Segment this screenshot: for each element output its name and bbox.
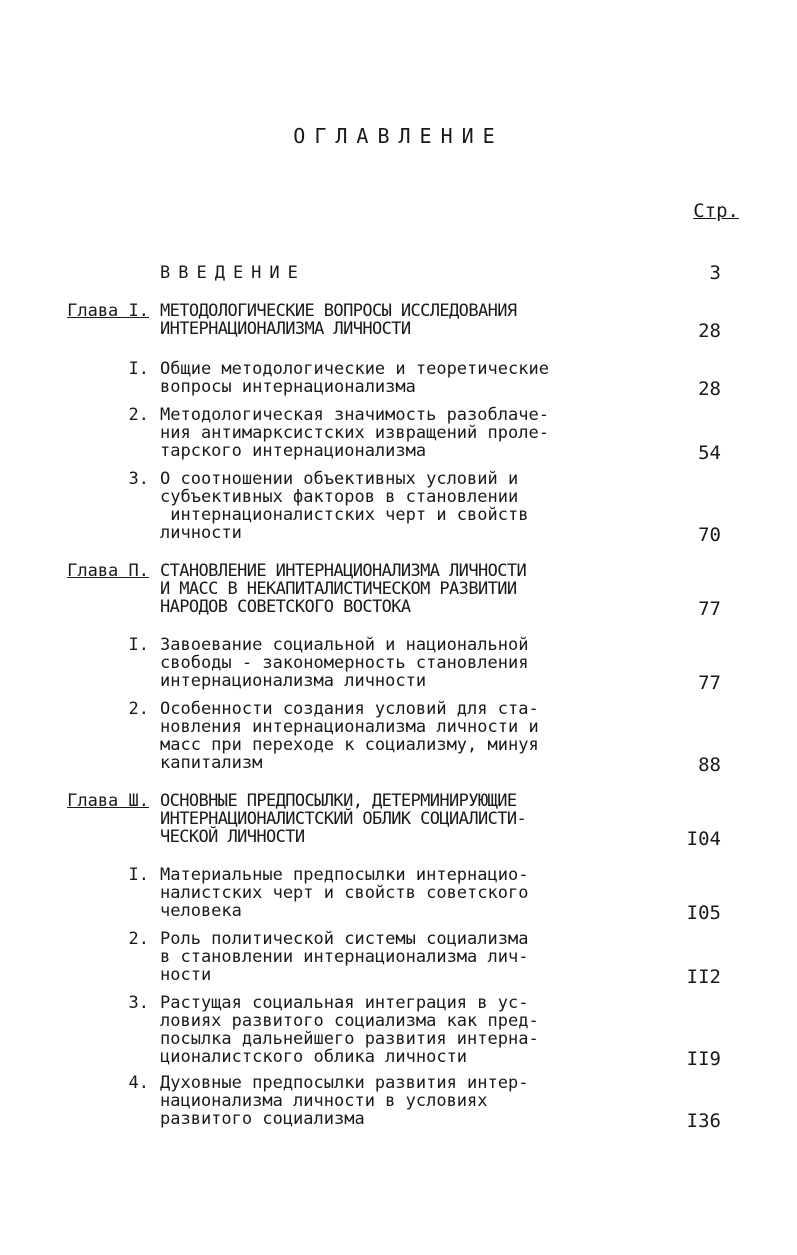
intro-title: [160, 264, 600, 282]
page-number: 77: [698, 598, 721, 620]
title-line: интернационализма личности: [160, 671, 427, 691]
title-line: СТАНОВЛЕНИЕ ИНТЕРНАЦИОНАЛИЗМА ЛИЧНОСТИ: [160, 561, 527, 581]
page-number: I36: [686, 1110, 721, 1132]
chapter-title: [160, 302, 600, 338]
page-number: 28: [698, 320, 721, 342]
section-number: 2.: [128, 699, 149, 719]
title-line: ционалистского облика личности: [160, 1047, 468, 1067]
section-number: I.: [128, 635, 149, 655]
page-number: II2: [686, 966, 721, 988]
section-number: I.: [128, 359, 149, 379]
page-number: II9: [686, 1048, 721, 1070]
title-line: ИНТЕРНАЦИОНАЛИСТСКИЙ ОБЛИК СОЦИАЛИСТИ-: [160, 809, 527, 829]
chapter-label: Глава I.: [67, 301, 149, 321]
page-number: 28: [698, 378, 721, 400]
section-title: [160, 470, 600, 542]
title-line: Духовные предпосылки развития интер-: [160, 1073, 529, 1093]
page-number: 88: [698, 754, 721, 776]
title-line: налистских черт и свойств советского: [160, 883, 529, 903]
title-line: Особенности создания условий для ста-: [160, 699, 539, 719]
title-line: новления интернационализма личности и: [160, 717, 539, 737]
title-line: тарского интернационализма: [160, 441, 427, 461]
chapter-label: Глава П.: [67, 561, 149, 581]
title-line: НАРОДОВ СОВЕТСКОГО ВОСТОКА: [160, 597, 411, 617]
title-line: развитого социализма: [160, 1109, 365, 1129]
section-title: [160, 700, 600, 772]
title-line: человека: [160, 901, 242, 921]
section-number: 4.: [128, 1073, 149, 1093]
title-line: в становлении интернационализма лич-: [160, 947, 529, 967]
section-title: [160, 930, 600, 984]
chapter-title: [160, 562, 600, 616]
title-line: Материальные предпосылки интернацио-: [160, 865, 529, 885]
title-line: ЧЕСКОЙ ЛИЧНОСТИ: [160, 827, 305, 847]
title-line: ИНТЕРНАЦИОНАЛИЗМА ЛИЧНОСТИ: [160, 319, 411, 339]
page-number: I04: [686, 828, 721, 850]
section-title: [160, 994, 600, 1066]
title-line: свободы - закономерность становления: [160, 653, 529, 673]
chapter-label: Глава Ш.: [67, 791, 149, 811]
title-line: национализма личности в условиях: [160, 1091, 488, 1111]
page-number: 3: [709, 262, 721, 284]
section-title: [160, 866, 600, 920]
section-number: 3.: [128, 993, 149, 1013]
title-line: ния антимарксистских извращений проле-: [160, 423, 549, 443]
title-line: субъективных факторов в становлении: [160, 487, 519, 507]
page-column-header: Стр.: [693, 200, 739, 222]
title-line: вопросы интернационализма: [160, 377, 416, 397]
title-line: Методологическая значимость разоблаче-: [160, 405, 549, 425]
section-number: 2.: [128, 929, 149, 949]
section-title: [160, 636, 600, 690]
section-title: [160, 360, 600, 396]
title-line: О соотношении объективных условий и: [160, 469, 519, 489]
title-line: ВВЕДЕНИЕ: [160, 263, 306, 283]
chapter-title: [160, 792, 600, 846]
page-title: ОГЛАВЛЕНИЕ: [293, 124, 504, 148]
title-line: капитализм: [160, 753, 263, 773]
title-line: ловиях развитого социализма как пред-: [160, 1011, 539, 1031]
section-title: [160, 1074, 600, 1128]
title-line: масс при переходе к социализму, минуя: [160, 735, 539, 755]
title-line: посылка дальнейшего развития интерна-: [160, 1029, 539, 1049]
title-line: Общие методологические и теоретические: [160, 359, 549, 379]
page-number: 70: [698, 524, 721, 546]
section-number: I.: [128, 865, 149, 885]
page-number: 54: [698, 442, 721, 464]
title-line: Роль политической системы социализма: [160, 929, 529, 949]
page-number: I05: [686, 902, 721, 924]
title-line: И МАСС В НЕКАПИТАЛИСТИЧЕСКОМ РАЗВИТИИ: [160, 579, 517, 599]
title-line: ности: [160, 965, 212, 985]
title-line: МЕТОДОЛОГИЧЕСКИЕ ВОПРОСЫ ИССЛЕДОВАНИЯ: [160, 301, 517, 321]
section-number: 3.: [128, 469, 149, 489]
title-line: интернационалистских черт и свойств: [160, 505, 529, 525]
section-title: [160, 406, 600, 460]
title-line: личности: [160, 523, 242, 543]
title-line: ОСНОВНЫЕ ПРЕДПОСЫЛКИ, ДЕТЕРМИНИРУЮЩИЕ: [160, 791, 517, 811]
title-line: Завоевание социальной и национальной: [160, 635, 529, 655]
title-line: Растущая социальная интеграция в ус-: [160, 993, 529, 1013]
page-number: 77: [698, 672, 721, 694]
section-number: 2.: [128, 405, 149, 425]
